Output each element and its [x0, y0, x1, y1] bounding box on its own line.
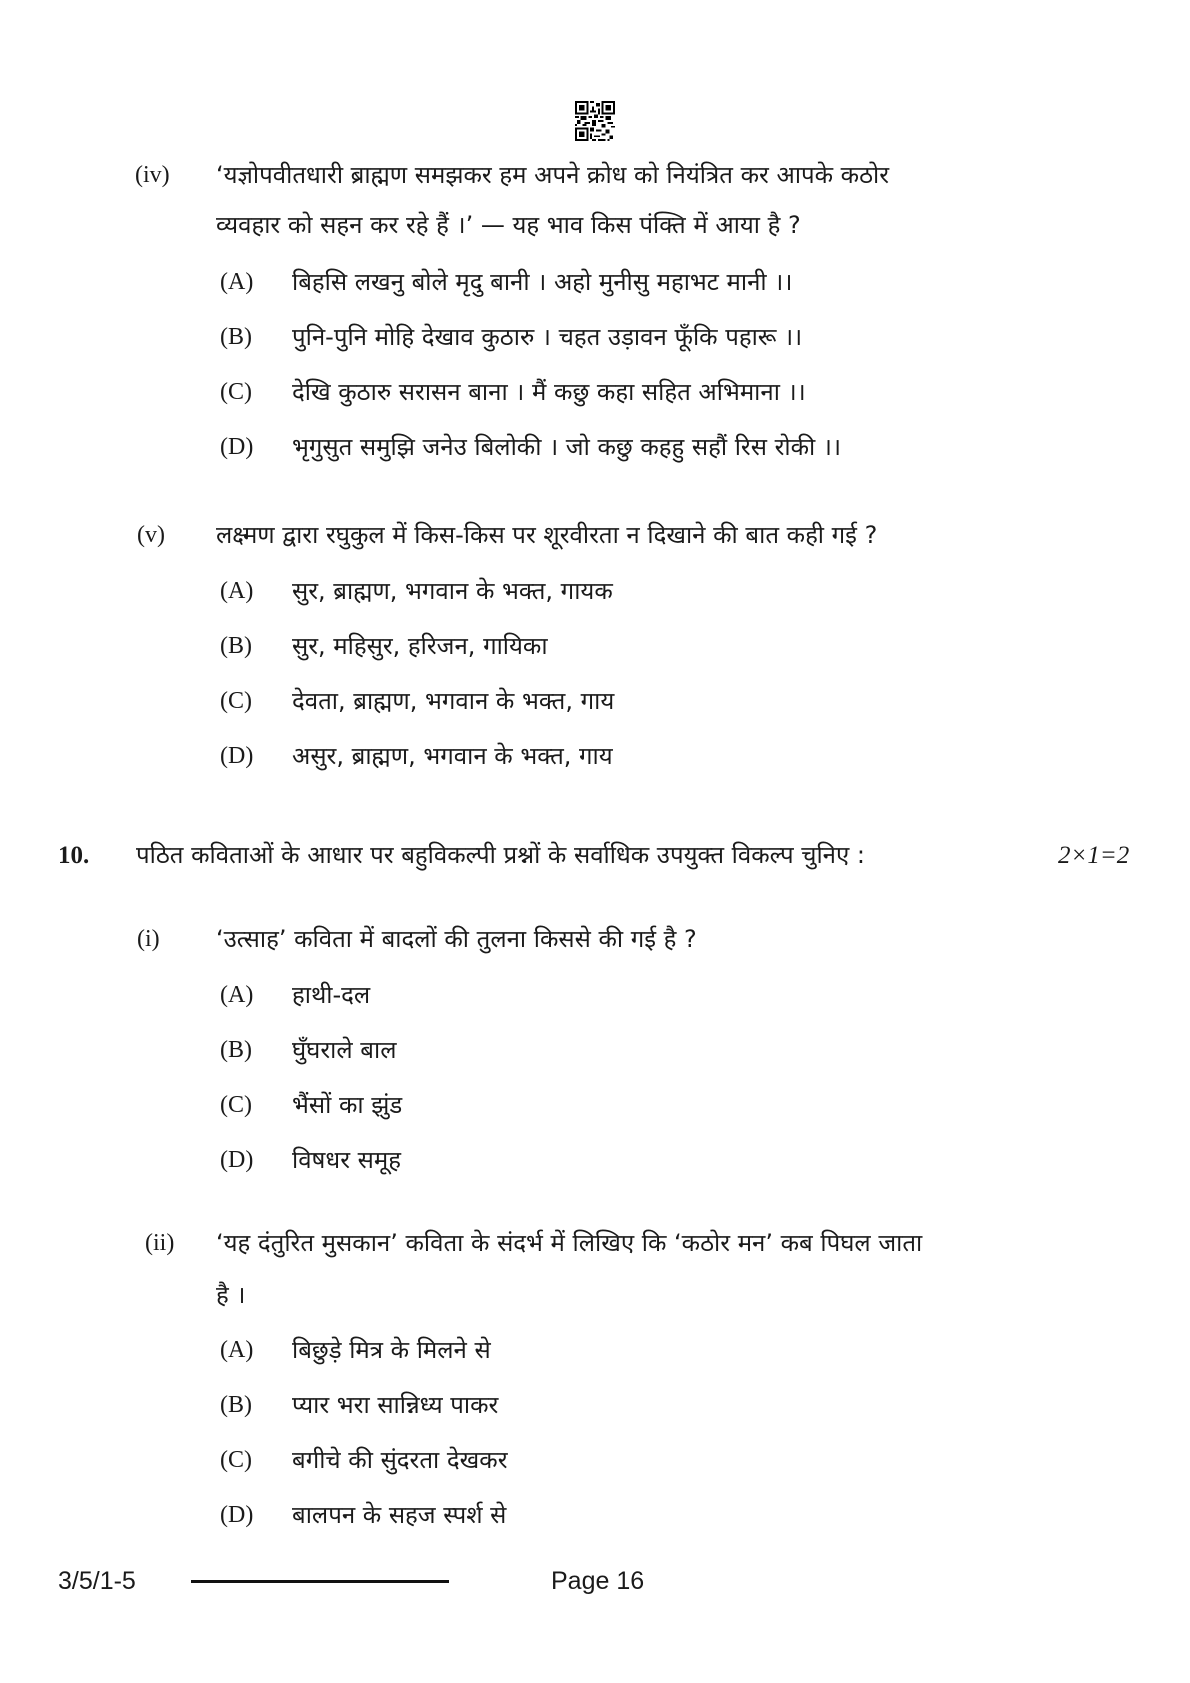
- option-label: (D): [220, 1502, 254, 1528]
- page-number: Page 16: [551, 1567, 645, 1595]
- option-text: देवता, ब्राह्मण, भगवान के भक्त, गाय: [292, 687, 615, 715]
- option-label: (B): [220, 633, 252, 659]
- option-label: (A): [220, 982, 254, 1008]
- question-text: लक्ष्मण द्वारा रघुकुल में किस-किस पर शूरवीरता न दिखाने की बात कही गई ?: [216, 521, 878, 549]
- option-text: बिहसि लखनु बोले मृदु बानी । अहो मुनीसु महाभट मानी ।।: [292, 268, 793, 296]
- option-label: (B): [220, 1392, 252, 1418]
- option-label: (C): [220, 688, 252, 714]
- option-text: बालपन के सहज स्पर्श से: [292, 1501, 507, 1529]
- option-text: भैंसों का झुंड: [292, 1091, 403, 1119]
- footer-divider: [191, 1580, 449, 1583]
- option-text: बगीचे की सुंदरता देखकर: [292, 1446, 508, 1474]
- question-label: (ii): [145, 1230, 175, 1256]
- option-label: (C): [220, 379, 252, 405]
- option-text: पुनि-पुनि मोहि देखाव कुठारु । चहत उड़ावन फूँकि पहारू ।।: [292, 323, 803, 351]
- option-label: (B): [220, 1037, 252, 1063]
- question-instruction: पठित कविताओं के आधार पर बहुविकल्पी प्रश्नों के सर्वाधिक उपयुक्त विकल्प चुनिए :: [136, 841, 865, 869]
- question-label: (iv): [135, 162, 170, 188]
- option-text: घुँघराले बाल: [292, 1036, 397, 1064]
- option-text: हाथी-दल: [292, 981, 371, 1009]
- option-text: असुर, ब्राह्मण, भगवान के भक्त, गाय: [292, 742, 613, 770]
- question-text: ‘यह दंतुरित मुसकान’ कविता के संदर्भ में लिखिए कि ‘कठोर मन’ कब पिघल जाता: [216, 1229, 923, 1257]
- question-text: ‘यज्ञोपवीतधारी ब्राह्मण समझकर हम अपने क्रोध को नियंत्रित कर आपके कठोर: [216, 161, 890, 189]
- option-text: देखि कुठारु सरासन बाना । मैं कछु कहा सहित अभिमाना ।।: [292, 378, 806, 406]
- option-label: (A): [220, 269, 254, 295]
- question-number: 10.: [58, 842, 90, 869]
- option-text: प्यार भरा सान्निध्य पाकर: [292, 1391, 499, 1419]
- option-label: (A): [220, 578, 254, 604]
- option-text: विषधर समूह: [292, 1146, 401, 1174]
- question-label: (i): [137, 926, 160, 952]
- option-text: सुर, महिसुर, हरिजन, गायिका: [292, 632, 548, 660]
- option-text: सुर, ब्राह्मण, भगवान के भक्त, गायक: [292, 577, 613, 605]
- option-label: (C): [220, 1447, 252, 1473]
- option-text: भृगुसुत समुझि जनेउ बिलोकी । जो कछु कहहु सहौं रिस रोकी ।।: [292, 433, 842, 461]
- question-label: (v): [137, 522, 165, 548]
- option-text: बिछुड़े मित्र के मिलने से: [292, 1336, 491, 1364]
- option-label: (D): [220, 434, 254, 460]
- question-text-continued: व्यवहार को सहन कर रहे हैं ।’ — यह भाव किस पंक्ति में आया है ?: [216, 211, 801, 239]
- option-label: (C): [220, 1092, 252, 1118]
- option-label: (B): [220, 324, 252, 350]
- option-label: (D): [220, 743, 254, 769]
- marks-label: 2×1=2: [1058, 842, 1130, 869]
- option-label: (A): [220, 1337, 254, 1363]
- paper-code: 3/5/1-5: [58, 1567, 136, 1595]
- qr-code-icon: [575, 101, 615, 141]
- question-text: ‘उत्साह’ कविता में बादलों की तुलना किससे की गई है ?: [216, 925, 697, 953]
- question-text-continued: है ।: [216, 1281, 246, 1309]
- option-label: (D): [220, 1147, 254, 1173]
